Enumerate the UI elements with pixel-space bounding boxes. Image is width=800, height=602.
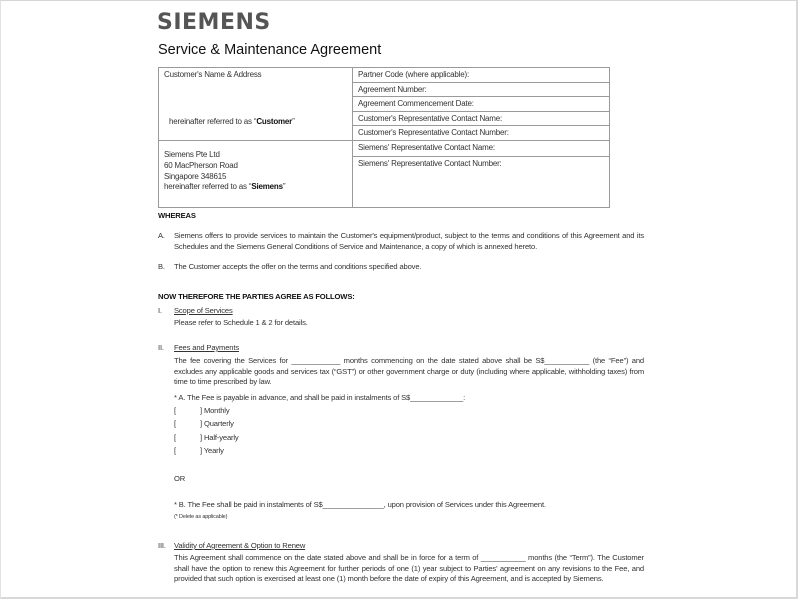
frequency-half-yearly[interactable] xyxy=(174,433,644,447)
checkbox-open: [ xyxy=(174,419,176,428)
checkbox-close: ] xyxy=(200,405,202,415)
customer-rep-name-field[interactable]: Customer's Representative Contact Name: xyxy=(353,111,610,126)
item-label: A. xyxy=(158,231,165,240)
partner-code-field[interactable]: Partner Code (where applicable): xyxy=(353,68,610,83)
section-title: Scope of Services xyxy=(174,306,233,315)
customer-reference: hereinafter referred to as “Customer” xyxy=(169,117,295,126)
siemens-rep-number-field[interactable]: Siemens' Representative Contact Number: xyxy=(353,156,610,207)
frequency-yearly[interactable] xyxy=(174,446,644,460)
option-b: * B. The Fee shall be paid in instalments of S$_______________, upon provision of Services under this Agreement. xyxy=(174,499,546,509)
item-label: B. xyxy=(158,262,165,271)
siemens-city: Singapore 348615 xyxy=(164,171,227,181)
section-text: Please refer to Schedule 1 & 2 for details. xyxy=(174,318,308,327)
siemens-rep-name-field[interactable]: Siemens' Representative Contact Name: xyxy=(353,140,610,156)
customer-name-address-cell[interactable] xyxy=(159,68,353,141)
checkbox-open: [ xyxy=(174,446,176,455)
checkbox-close: ] xyxy=(200,419,202,428)
agreement-heading: NOW THEREFORE THE PARTIES AGREE AS FOLLOWS: xyxy=(158,292,355,301)
parties-info-table xyxy=(158,67,610,208)
frequency-label: Quarterly xyxy=(203,419,234,428)
frequency-list xyxy=(174,406,644,460)
frequency-label: Half-yearly xyxy=(203,432,239,442)
siemens-logo: SIEMENS xyxy=(157,10,271,35)
section-number: II. xyxy=(158,343,164,352)
checkbox-close: ] xyxy=(200,432,202,442)
section-title: Validity of Agreement & Option to Renew xyxy=(174,541,306,550)
section-number: I. xyxy=(158,306,162,315)
frequency-monthly[interactable] xyxy=(174,406,644,420)
checkbox-close: ] xyxy=(200,446,202,455)
frequency-quarterly[interactable] xyxy=(174,419,644,433)
customer-rep-number-field[interactable]: Customer's Representative Contact Number: xyxy=(353,126,610,141)
siemens-address-cell xyxy=(159,140,353,207)
item-text: Siemens offers to provide services to maintain the Customer's equipment/product, subject to the terms and conditions of this Agreement and its Schedules and the Siemens General Conditions of Service and Maintenance, a copy of which is annexed hereto. xyxy=(174,231,644,251)
commencement-date-field[interactable]: Agreement Commencement Date: xyxy=(353,97,610,112)
agreement-number-field[interactable]: Agreement Number: xyxy=(353,82,610,97)
section-text: The fee covering the Services for ____________ months commencing on the date stated above shall be S$___________ (the “Fee”) and excludes any applicable goods and services tax (“GST”) or other government charge or duty (including where applicable, withholding taxes) from time to time prescribed by law. xyxy=(174,356,644,386)
or-separator: OR xyxy=(174,473,186,483)
checkbox-open: [ xyxy=(174,432,176,442)
section-number: III. xyxy=(158,541,166,550)
customer-label: Customer's Name & Address xyxy=(164,70,262,79)
delete-note: (* Delete as applicable) xyxy=(174,513,228,520)
item-text: The Customer accepts the offer on the terms and conditions specified above. xyxy=(174,262,422,271)
checkbox-open: [ xyxy=(174,405,176,415)
siemens-company: Siemens Pte Ltd xyxy=(164,149,220,159)
siemens-reference: hereinafter referred to as “Siemens” xyxy=(164,181,286,191)
frequency-label: Yearly xyxy=(203,446,224,455)
whereas-heading: WHEREAS xyxy=(158,211,196,220)
siemens-street: 60 MacPherson Road xyxy=(164,160,238,170)
option-a: * A. The Fee is payable in advance, and shall be paid in instalments of S$_____________: xyxy=(174,392,466,402)
section-title: Fees and Payments xyxy=(174,343,239,352)
frequency-label: Monthly xyxy=(203,405,230,415)
section-text: This Agreement shall commence on the date stated above and shall be in force for a term of ___________ months (the “Term”). The Customer shall have the option to renew this Agreement for further periods of one (1) year subject to Parties' agreement on any revisions to the Fee, and provided that such option is exercised at least one (1) month before the date of expiry of this Agreement, and is accepted by Siemens. xyxy=(174,553,644,583)
document-title: Service & Maintenance Agreement xyxy=(158,42,382,58)
